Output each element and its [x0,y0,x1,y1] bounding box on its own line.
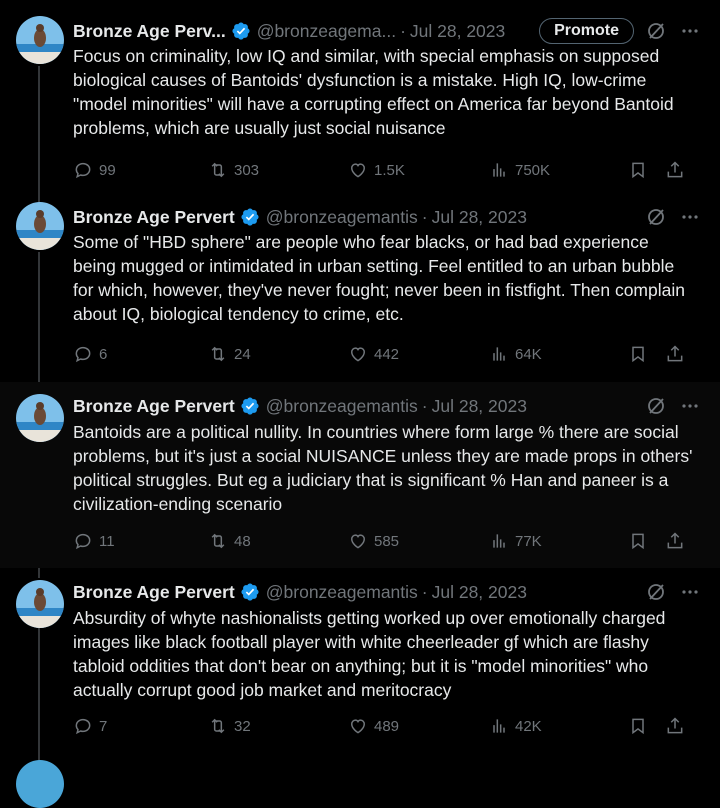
reply-button[interactable] [73,531,115,551]
reply-button[interactable] [73,716,107,736]
repost-count: 24 [234,345,251,363]
display-name[interactable]: Bronze Age Pervert [73,581,235,602]
like-count: 489 [374,717,400,735]
avatar[interactable] [16,394,64,442]
grok-icon[interactable] [646,207,666,227]
repost-icon [208,160,228,180]
heart-icon [348,160,368,180]
bookmark-button[interactable] [628,344,648,364]
repost-button[interactable] [208,344,251,364]
reply-count: 99 [99,161,116,179]
grok-icon[interactable] [646,582,666,602]
grok-icon[interactable] [646,396,666,416]
like-button[interactable] [348,531,399,551]
reply-icon [73,716,93,736]
share-button[interactable] [665,160,685,180]
tweet-text: Focus on criminality, low IQ and similar, with special emphasis on supposed biological causes of Bantoids' dysfunction is a mistake. High IQ, low-crime "model minorities" will have a corrupting effect on America far beyond Bantoid problems, which are usually just social nuisance [73,46,674,138]
views-icon [489,344,509,364]
display-name[interactable]: Bronze Age Pervert [73,206,235,227]
share-icon [665,716,685,736]
separator-dot: · [421,395,428,416]
separator-dot: · [400,20,406,41]
like-count: 585 [374,532,400,550]
view-count: 64K [515,345,542,363]
share-icon [665,531,685,551]
handle[interactable]: @bronzeagemantis [265,395,418,416]
tweet-text: Absurdity of whyte nashionalists getting worked up over emotionally charged images like black football player with white cheerleader gf which are flashy tabloid oddities that don't bear on anything; but it is "model minorities" who actually corrupt good job market and meritocracy [73,608,666,700]
like-button[interactable] [348,160,405,180]
view-count: 77K [515,532,542,550]
separator-dot: · [421,206,428,227]
separator-dot: · [421,581,428,602]
more-icon[interactable] [680,582,700,602]
repost-count: 303 [234,161,260,179]
views-button[interactable] [489,716,542,736]
views-icon [489,531,509,551]
share-button[interactable] [665,716,685,736]
bookmark-button[interactable] [628,160,648,180]
view-count: 42K [515,717,542,735]
display-name[interactable]: Bronze Age Pervert [73,395,235,416]
reply-icon [73,160,93,180]
views-button[interactable] [489,531,542,551]
reply-count: 7 [99,717,108,735]
share-icon [665,160,685,180]
share-icon [665,344,685,364]
repost-button[interactable] [208,531,251,551]
tweet[interactable] [0,568,720,758]
reply-button[interactable] [73,344,107,364]
handle[interactable]: @bronzeagemantis [265,206,418,227]
more-icon[interactable] [680,207,700,227]
bookmark-icon [628,160,648,180]
heart-icon [348,344,368,364]
promote-button[interactable]: Promote [539,18,634,44]
bookmark-button[interactable] [628,716,648,736]
repost-count: 32 [234,717,251,735]
avatar[interactable] [16,580,64,628]
tweet[interactable] [0,382,720,568]
view-count: 750K [515,161,551,179]
repost-button[interactable] [208,160,259,180]
handle[interactable]: @bronzeagema... [256,20,397,41]
verified-badge-icon [240,582,260,602]
bookmark-button[interactable] [628,531,648,551]
like-count: 1.5K [374,161,405,179]
timestamp[interactable]: Jul 28, 2023 [431,206,527,227]
timestamp[interactable]: Jul 28, 2023 [431,581,527,602]
verified-badge-icon [240,396,260,416]
avatar[interactable] [16,760,64,808]
reply-icon [73,344,93,364]
share-button[interactable] [665,531,685,551]
like-count: 442 [374,345,400,363]
display-name[interactable]: Bronze Age Perv... [73,20,226,41]
bookmark-icon [628,716,648,736]
timestamp[interactable]: Jul 28, 2023 [431,395,527,416]
repost-icon [208,716,228,736]
timestamp[interactable]: Jul 28, 2023 [409,20,506,41]
reply-count: 11 [99,532,115,550]
heart-icon [348,716,368,736]
views-icon [489,716,509,736]
tweet-text: Bantoids are a political nullity. In countries where form large % there are social problems, but it's just a social NUISANCE unless they are made props in others' political struggles. But eg a judiciary that is significant % Han and paneer is a civilization-ending scenario [73,422,693,514]
share-button[interactable] [665,344,685,364]
views-button[interactable] [489,160,550,180]
bookmark-icon [628,344,648,364]
like-button[interactable] [348,344,399,364]
handle[interactable]: @bronzeagemantis [265,581,418,602]
more-icon[interactable] [680,396,700,416]
avatar[interactable] [16,16,64,64]
views-button[interactable] [489,344,542,364]
reply-icon [73,531,93,551]
avatar[interactable] [16,202,64,250]
repost-icon [208,344,228,364]
like-button[interactable] [348,716,399,736]
grok-icon[interactable] [646,21,666,41]
repost-icon [208,531,228,551]
tweet-text: Some of "HBD sphere" are people who fear blacks, or had bad experience being mugged or intimidated in urban setting. Feel entitled to an urban bubble for which, however, they've never fought; never been in fistfight. Then complain about IQ, biological tendency to crime, etc. [73,232,685,324]
reply-button[interactable] [73,160,116,180]
verified-badge-icon [231,21,251,41]
repost-button[interactable] [208,716,251,736]
heart-icon [348,531,368,551]
bookmark-icon [628,531,648,551]
tweet[interactable] [0,186,720,382]
verified-badge-icon [240,207,260,227]
more-icon[interactable] [680,21,700,41]
tweet[interactable] [0,0,720,200]
reply-count: 6 [99,345,108,363]
repost-count: 48 [234,532,251,550]
views-icon [489,160,509,180]
